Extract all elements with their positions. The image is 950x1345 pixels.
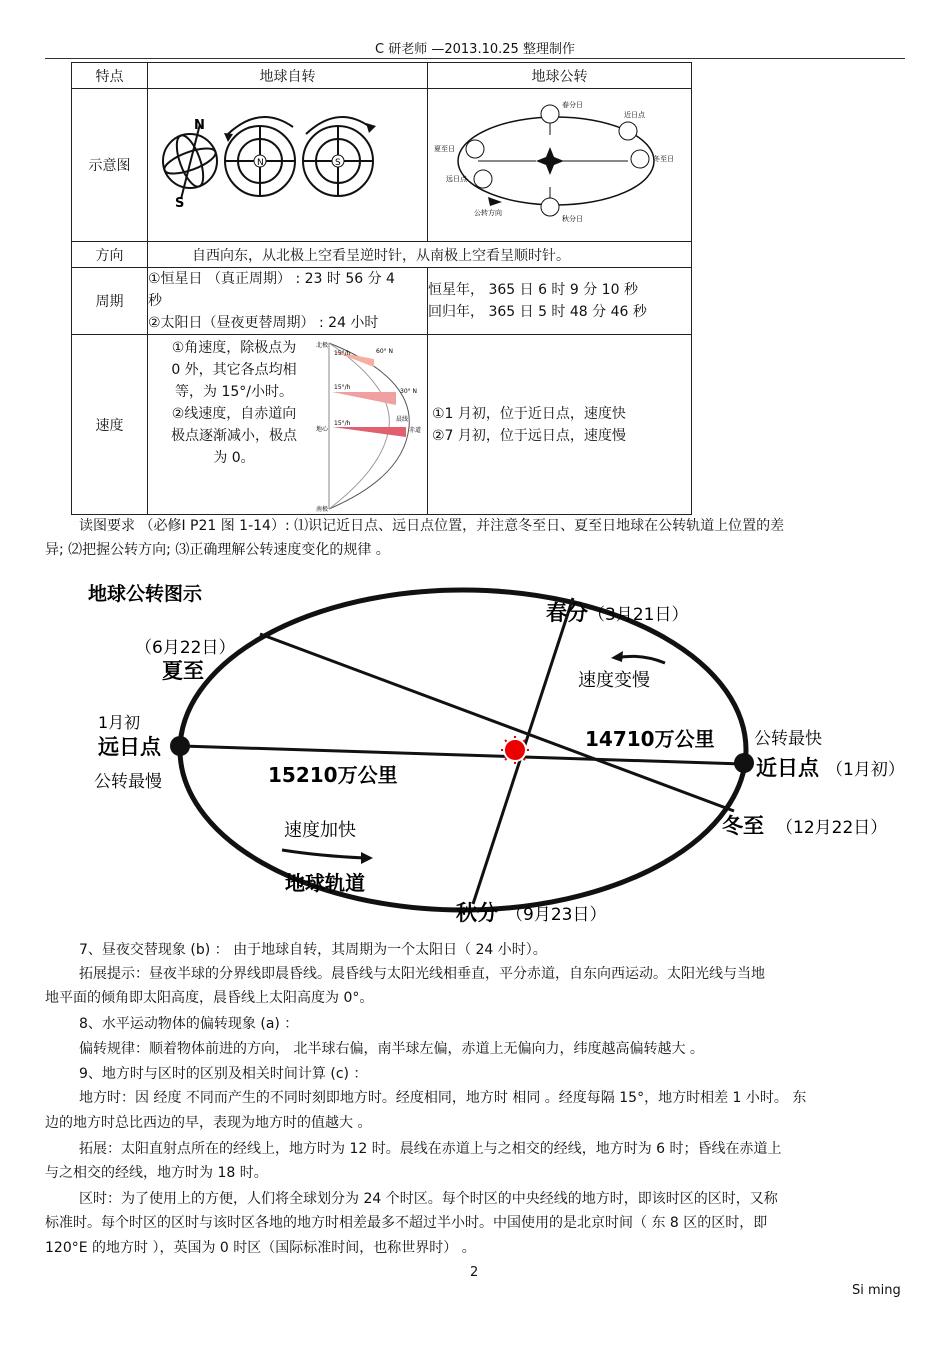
rotation-period-line: ①恒星日 （真正周期） : 23 时 56 分 4 (148, 271, 395, 287)
label-summer-date: （6月22日） (135, 638, 236, 658)
rotation-speed-cell (148, 335, 428, 515)
label-perihelion: 近日点 (756, 756, 819, 780)
direction-row-label: 方向 (72, 242, 148, 268)
sp-label-dawn: 晨线 (396, 415, 409, 423)
reading-req-line2: 异; ⑵把握公转方向; ⑶正确理解公转速度变化的规律 。 (45, 542, 390, 558)
rotation-pole-n: N (257, 158, 264, 168)
label-fast: 速度加快 (284, 820, 356, 841)
label-orbit: 地球轨道 (285, 871, 365, 895)
rotation-diagram (148, 89, 427, 237)
label-aphelion-note: 公转最慢 (94, 772, 162, 792)
label-summer: 夏至 (162, 659, 204, 683)
revolution-period-line: 回归年， 365 日 5 时 48 分 46 秒 (428, 304, 647, 320)
text-p7: 7、昼夜交替现象 (b) ： 由于地球自转，其周期为一个太阳日（ 24 小时）。 (79, 942, 547, 958)
orbit-title: 地球公转图示 (88, 583, 203, 605)
period-row-label: 周期 (72, 268, 148, 335)
rev-label-spring: 春分日 (562, 101, 583, 109)
rotation-speed-text (148, 337, 314, 513)
label-autumn: 秋分 (456, 901, 498, 925)
page-header: C 研老师 —2013.10.25 整理制作 (375, 42, 575, 57)
revolution-speed-line: ①1 月初，位于近日点，速度快 (432, 405, 626, 422)
text-p9: 9、地方时与区时的区别及相关时间计算 (c) ： (79, 1066, 368, 1082)
text-p9h: 120°E 的地方时 ），英国为 0 时区（国际标准时间，也称世界时） 。 (45, 1240, 476, 1256)
label-dist-near: 14710万公里 (585, 727, 715, 751)
speed-diagram (314, 337, 424, 513)
speed-line: ①角速度，除极点为 (171, 339, 297, 356)
rotation-s-label: S (175, 196, 185, 211)
rotation-pole-s: S (335, 158, 341, 168)
comparison-table (71, 62, 692, 515)
orbit-figure (70, 568, 930, 938)
revolution-period-cell (428, 268, 692, 335)
sp-label-eq: 赤道 (409, 426, 422, 434)
text-p9f: 区时：为了使用上的方便，人们将全球划分为 24 个时区。每个时区的中央经线的地方时，即该时区的区时，又称 (79, 1191, 778, 1207)
speed-line: 为 0。 (213, 449, 255, 466)
rev-label-autumn: 秋分日 (562, 215, 583, 223)
rev-label-winter: 冬至日 (653, 155, 674, 163)
sp-label-core: 地心 (316, 425, 329, 433)
label-slow: 速度变慢 (578, 670, 650, 691)
text-p7b: 拓展提示：昼夜半球的分界线即晨昏线。晨昏线与太阳光线相垂直，平分赤道，自东向西运动。太阳光线与当地 (79, 966, 765, 982)
speed-line: 0 外，其它各点均相 (171, 361, 297, 378)
sp-label-60: 60° N (376, 347, 394, 355)
page-number: 2 (470, 1265, 479, 1280)
rev-label-aphelion: 远日点 (446, 175, 467, 183)
label-winter-date: （12月22日） (776, 818, 888, 838)
sp-label-a3: 15°/h (334, 419, 351, 427)
table-head-feature: 特点 (72, 63, 148, 89)
text-p9g: 标准时。每个时区的区时与该时区各地的地方时相差最多不超过半小时。中国使用的是北京时间（ 东 8 区的区时，即 (45, 1215, 768, 1231)
label-perihelion-time: （1月初） (826, 760, 905, 780)
text-p8: 8、水平运动物体的偏转现象 (a) ： (79, 1016, 299, 1032)
label-winter: 冬至 (722, 814, 764, 838)
label-perihelion-note: 公转最快 (754, 729, 822, 749)
label-dist-far: 15210万公里 (268, 763, 398, 787)
footer-signature: Si ming (852, 1283, 901, 1298)
diagram-row-label: 示意图 (72, 89, 148, 242)
revolution-speed-cell (428, 335, 692, 515)
speed-line: ②线速度，自赤道向 (171, 405, 297, 422)
table-head-revolution: 地球公转 (428, 63, 692, 89)
revolution-diagram (428, 89, 691, 237)
text-p9b: 地方时：因 经度 不同而产生的不同时刻即地方时。经度相同，地方时 相同 。经度每隔 15°，地方时相差 1 小时。 东 (79, 1090, 807, 1106)
rotation-period-line: 秒 (148, 293, 162, 309)
rev-label-direction: 公转方向 (474, 209, 502, 217)
direction-text: 自西向东，从北极上空看呈逆时针，从南极上空看呈顺时针。 (148, 242, 692, 268)
header-divider (45, 58, 905, 59)
sp-label-a2: 15°/h (334, 383, 351, 391)
rev-label-summer: 夏至日 (434, 145, 455, 153)
sp-label-np: 北极 (316, 341, 329, 349)
sp-label-30: 30° N (400, 387, 418, 395)
text-p9e: 与之相交的经线，地方时为 18 时。 (45, 1165, 268, 1181)
revolution-diagram-cell (428, 89, 692, 242)
sp-label-a1: 15°/h (334, 349, 351, 357)
speed-line: 极点逐渐减小，极点 (171, 427, 297, 444)
label-spring: 春分 (546, 601, 588, 625)
label-aphelion-time: 1月初 (98, 713, 141, 732)
revolution-speed-line: ②7 月初，位于远日点，速度慢 (432, 427, 626, 444)
rotation-n-label: N (194, 118, 205, 133)
reading-req-line1: 读图要求 （必修Ⅰ P21 图 1-14）: ⑴识记近日点、远日点位置，并注意冬至日、夏至日地球在公转轨道上位置的差 (79, 518, 785, 534)
rev-label-perihelion: 近日点 (624, 111, 645, 119)
rotation-diagram-cell (148, 89, 428, 242)
revolution-period-line: 恒星年， 365 日 6 时 9 分 10 秒 (428, 282, 638, 298)
speed-row-label: 速度 (72, 335, 148, 515)
text-p9c: 边的地方时总比西边的早，表现为地方时的值越大 。 (45, 1115, 372, 1131)
sp-label-sp: 南极 (316, 505, 329, 513)
label-autumn-date: （9月23日） (506, 905, 607, 925)
label-aphelion: 远日点 (98, 735, 161, 759)
rotation-period-line: ②太阳日（昼夜更替周期） : 24 小时 (148, 315, 379, 331)
rotation-period-cell (148, 268, 428, 335)
text-p7c: 地平面的倾角即太阳高度，晨昏线上太阳高度为 0°。 (45, 990, 374, 1006)
text-p8b: 偏转规律：顺着物体前进的方向， 北半球右偏，南半球左偏，赤道上无偏向力，纬度越高偏转越大 。 (79, 1041, 704, 1057)
speed-line: 等，为 15°/小时。 (175, 383, 293, 400)
text-p9d: 拓展：太阳直射点所在的经线上，地方时为 12 时。晨线在赤道上与之相交的经线，地方时为 6 时；昏线在赤道上 (79, 1141, 782, 1157)
label-spring-date: （3月21日） (588, 605, 689, 625)
table-head-rotation: 地球自转 (148, 63, 428, 89)
